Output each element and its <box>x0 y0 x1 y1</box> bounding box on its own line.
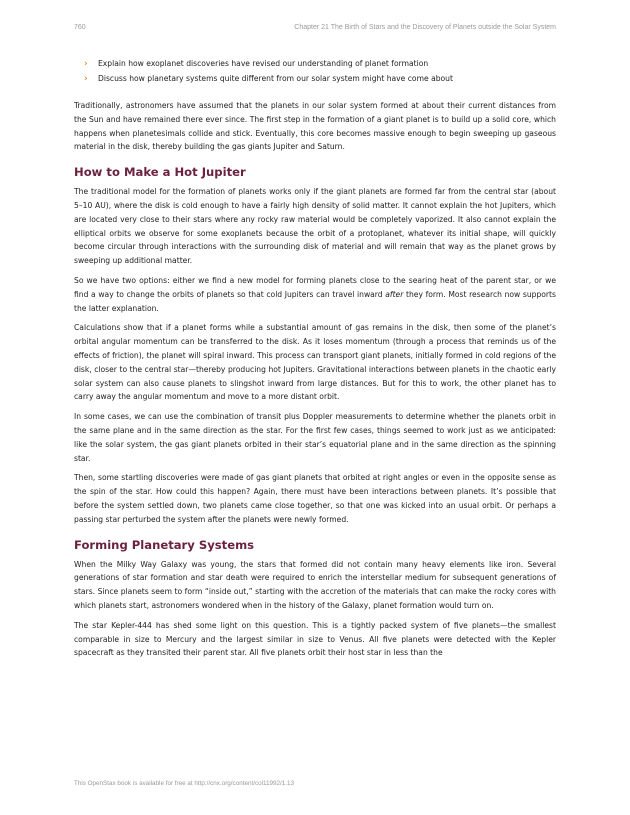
paragraph: When the Milky Way Galaxy was young, the stars that formed did not contain many heavy elements like iron. Several generations of star formation and star death were required to enrich the interstellar medium for subsequent generations of stars. Since planets seem to form “inside out,” starting with the accretion of the materials that can make the rocky cores with which planets start, astronomers wondered when in the history of the Galaxy, planet formation would turn on. <box>74 559 556 610</box>
learning-objectives <box>74 57 556 86</box>
page-footer: This OpenStax book is available for free at http://cnx.org/content/col11992/1.13 <box>74 780 295 787</box>
section-heading-planetary-systems: Forming Planetary Systems <box>74 537 255 552</box>
chevron-right-icon: › <box>84 73 88 84</box>
page-content <box>74 57 556 666</box>
paragraph: In some cases, we can use the combination of transit plus Doppler measurements to determine whether the planets orbit in the same plane and in the same direction as the star. For the first few cases, things seemed to work just as we anticipated: like the solar system, the gas giant planets orbited in their star’s equatorial plane and in the same direction as the spinning star. <box>74 412 556 463</box>
paragraph: The traditional model for the formation of planets works only if the giant planets are formed far from the central star (about 5–10 AU), where the disk is cold enough to have a fairly high density of solid matter. It cannot explain the hot Jupiters, which are located very close to their stars where any rocky raw material would be completely vaporized. It also cannot explain the elliptical orbits we observe for some exoplanets because the orbit of a protoplanet, whatever its initial shape, will quickly become circular through interactions with the surrounding disk of material and will remain that way as the planet grows by sweeping up additional matter. <box>74 187 556 266</box>
emphasis-after: after <box>385 289 404 299</box>
paragraph: The star Kepler-444 has shed some light on this question. This is a tightly packed system of five planets—the smallest comparable in size to Mercury and the largest similar in size to Venus. All five planets were detected with the Kepler spacecraft as they transited their parent star. All five planets orbit their host star in less than the <box>74 620 556 658</box>
intro-paragraph: Traditionally, astronomers have assumed that the planets in our solar system formed at about their current distances from the Sun and have remained there ever since. The first step in the formation of a giant planet is to build up a solid core, which happens when planetesimals collide and stick. Eventually, this core becomes massive enough to begin sweeping up gaseous material in the disk, thereby building the gas giants Jupiter and Saturn. <box>74 101 556 152</box>
paragraph: Calculations show that if a planet forms while a substantial amount of gas remains in the disk, then some of the planet’s orbital angular momentum can be transferred to the disk. As it loses momentum (through a process that reminds us of the effects of friction), the planet will spiral inward. This process can transport giant planets, initially formed in cold regions of the disk, closer to the central star—thereby producing hot Jupiters. Gravitational interactions between planets in the chaotic early solar system can also cause planets to slingshot inward from large distances. But for this to work, the other planet has to carry away the angular momentum and move to a more distant orbit. <box>74 323 556 402</box>
objective-text: Discuss how planetary systems quite different from our solar system might have come about <box>98 73 453 83</box>
section-heading-hot-jupiter: How to Make a Hot Jupiter <box>74 165 246 180</box>
objective-item <box>84 57 556 72</box>
chapter-title: Chapter 21 The Birth of Stars and the Discovery of Planets outside the Solar System <box>294 24 556 31</box>
page-number: 760 <box>74 24 86 31</box>
paragraph: Then, some startling discoveries were made of gas giant planets that orbited at right angles or even in the opposite sense as the spin of the star. How could this happen? Again, there must have been interactions between planets. It’s possible that before the system settled down, two planets came close together, so that one was kicked into an usual orbit. Or perhaps a passing star perturbed the system after the planets were newly formed. <box>74 473 556 524</box>
paragraph: So we have two options: either we find a new model for forming planets close to the searing heat of the parent star, or we find a way to change the orbits of planets so that cold Jupiters can travel inward after they form. Most research now supports the latter explanation. <box>74 275 556 313</box>
objective-item <box>84 72 556 87</box>
objective-text: Explain how exoplanet discoveries have revised our understanding of planet formation <box>98 59 429 68</box>
chevron-right-icon: › <box>84 59 88 69</box>
